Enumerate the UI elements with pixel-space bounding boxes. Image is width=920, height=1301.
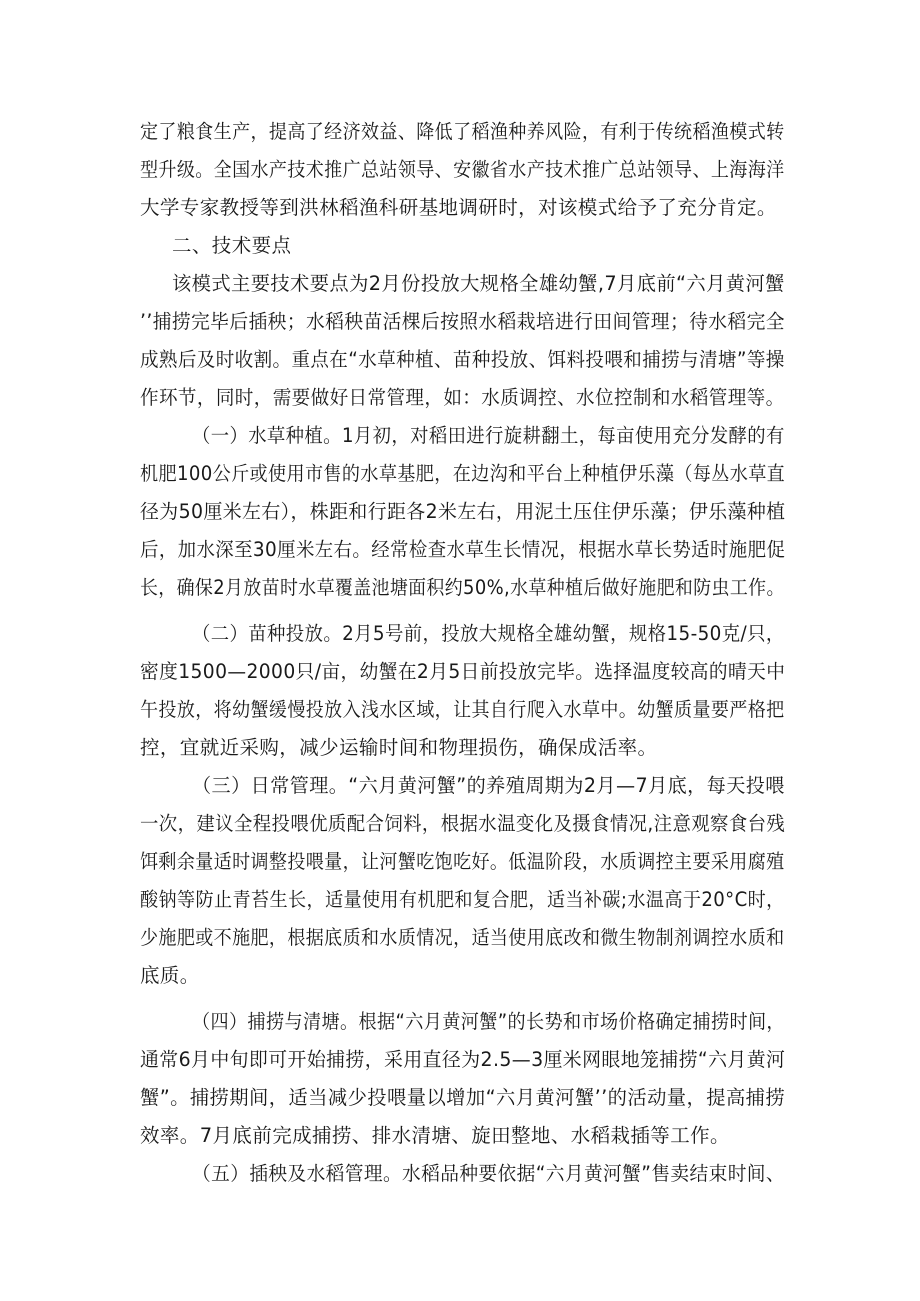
paragraph-line: 饵剩余量适时调整投喂量，让河蟹吃饱吃好。低温阶段，水质调控主要采用腐殖 (140, 850, 785, 873)
paragraph-line: 蟹”。捕捞期间，适当减少投喂量以增加“六月黄河蟹’’的活动量，提高捕捞 (140, 1086, 786, 1109)
paragraph-line: 作环节，同时，需要做好日常管理，如：水质调控、水位控制和水稻管理等。 (140, 386, 785, 409)
paragraph-line: 成熟后及时收割。重点在“水草种植、苗种投放、饵料投喂和捕捞与清塘”等操 (140, 348, 785, 371)
paragraph-line: 密度1500—2000只/亩，幼蟹在2月5日前投放完毕。选择温度较高的晴天中 (140, 660, 786, 683)
paragraph-line: 控，宜就近采购，减少运输时间和物理损伤，确保成活率。 (140, 736, 658, 759)
paragraph-line: （二）苗种投放。2月5号前，投放大规格全雄幼蟹，规格15-50克/只， (192, 622, 785, 645)
paragraph-line: 径为50厘米左右），株距和行距各2米左右，用泥土压住伊乐藻；伊乐藻种植 (140, 500, 786, 523)
paragraph-line: 型升级。全国水产技术推广总站领导、安徽省水产技术推广总站领导、上海海洋 (140, 158, 785, 181)
paragraph-line: （五）插秧及水稻管理。水稻品种要依据“六月黄河蟹”售卖结束时间、 (192, 1162, 785, 1185)
paragraph-line: 效率。7月底前完成捕捞、排水清塘、旋田整地、水稻栽插等工作。 (140, 1124, 730, 1147)
paragraph-line: 少施肥或不施肥，根据底质和水质情况，适当使用底改和微生物制剂调控水质和 (140, 926, 785, 949)
paragraph-line: 后，加水深至30厘米左右。经常检查水草生长情况，根据水草长势适时施肥促 (140, 538, 786, 561)
paragraph-line: 底质。 (140, 964, 200, 987)
paragraph-line: 午投放，将幼蟹缓慢投放入浅水区域，让其自行爬入水草中。幼蟹质量要严格把 (140, 698, 785, 721)
paragraph-line: 定了粮食生产，提高了经济效益、降低了稻渔种养风险，有利于传统稻渔模式转 (140, 120, 785, 143)
paragraph-line: 该模式主要技术要点为2月份投放大规格全雄幼蟹,7月底前“六月黄河蟹 (172, 272, 785, 295)
paragraph-line: （三）日常管理。“六月黄河蟹”的养殖周期为2月—7月底，每天投喂 (192, 774, 785, 797)
paragraph-line: ’’捕捞完毕后插秧；水稻秧苗活棵后按照水稻栽培进行田间管理；待水稻完全 (140, 310, 785, 333)
paragraph-line: （四）捕捞与清塘。根据“六月黄河蟹”的长势和市场价格确定捕捞时间， (192, 1010, 785, 1033)
paragraph-line: 机肥100公斤或使用市售的水草基肥，在边沟和平台上种植伊乐藻（每丛水草直 (140, 462, 786, 485)
paragraph-line: 酸钠等防止青苔生长，适量使用有机肥和复合肥，适当补碳;水温高于20°C时， (140, 888, 785, 911)
section-heading: 二、技术要点 (172, 234, 292, 257)
paragraph-line: 长，确保2月放苗时水草覆盖池塘面积约50%,水草种植后做好施肥和防虫工作。 (140, 576, 785, 599)
paragraph-line: 一次，建议全程投喂优质配合饲料，根据水温变化及摄食情况,注意观察食台残 (140, 812, 786, 835)
paragraph-line: （一）水草种植。1月初，对稻田进行旋耕翻土，每亩使用充分发酵的有 (192, 424, 785, 447)
paragraph-line: 通常6月中旬即可开始捕捞，采用直径为2.5—3厘米网眼地笼捕捞“六月黄河 (140, 1048, 786, 1071)
paragraph-line: 大学专家教授等到洪林稻渔科研基地调研时，对该模式给予了充分肯定。 (140, 196, 777, 219)
